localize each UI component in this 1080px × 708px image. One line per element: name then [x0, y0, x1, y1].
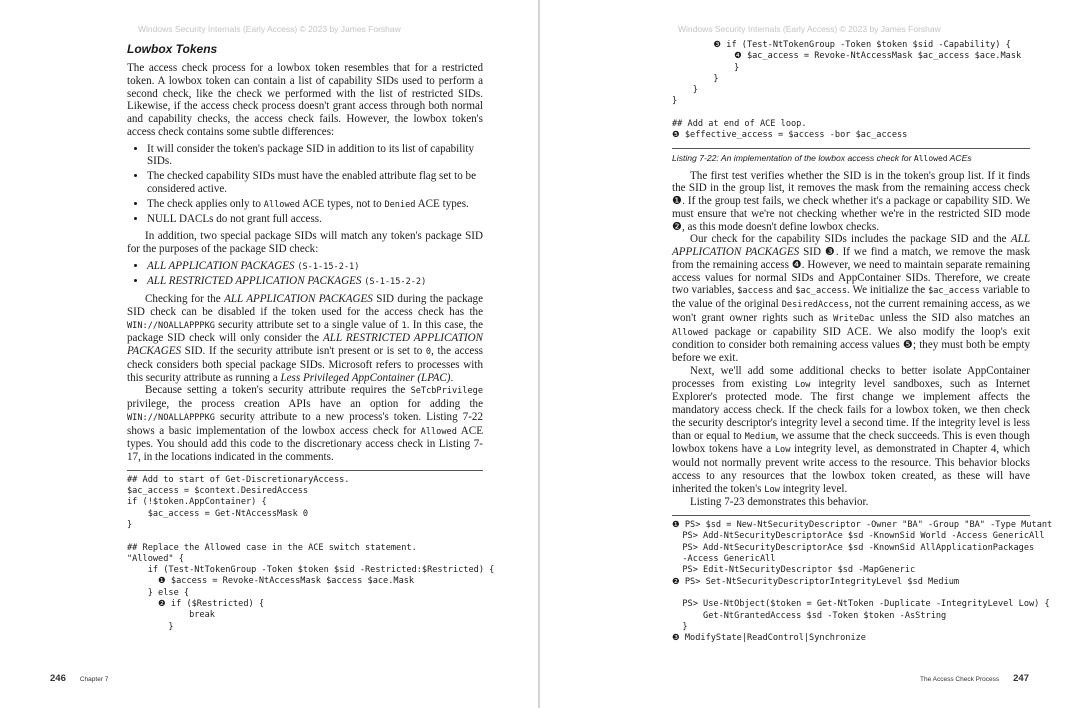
- text-run: Because setting a token's security attribute requires the: [145, 384, 411, 397]
- code-term: Low: [764, 484, 780, 495]
- list-item: [147, 275, 483, 289]
- code-term: Denied: [384, 199, 416, 210]
- code-listing: ❸ if (Test-NtTokenGroup -Token $token $sid -Capability) { ❹ $ac_access = Revoke-NtAccessMask $ac_access $ace.Mask } } } } ## Add at end of ACE loop. ❺ $effective_access = $access -bor $ac_access: [672, 40, 1022, 141]
- code-term: Low: [774, 445, 791, 456]
- left-page: [0, 0, 538, 708]
- paragraph: [127, 384, 483, 464]
- text-run: The check applies only to: [147, 197, 264, 210]
- code-term: Allowed: [672, 327, 709, 338]
- list-item: • NULL DACLs do not grant full access.: [147, 213, 483, 226]
- package-sid-list: [127, 260, 483, 290]
- text-run: integrity level sandboxes, such as Internet Explorer's protected mode. The first change we implement affects the mandatory access check. If the check fails for a lowbox token, we then check the security descriptor's integrity level a second time. If the integrity level is less than or equal to: [672, 377, 1030, 442]
- paragraph: The access check process for a lowbox token resembles that for a restricted token. A lowbox token can contain a list of capability SIDs used to perform a second check, like the check we performed with the list of restricted SIDs. Likewise, if the access check process doesn't grant access through both normal and capability checks, the access check fails. However, the lowbox token's access check contains some subtle differences:: [127, 62, 483, 138]
- code-divider: [672, 515, 1030, 516]
- text-run: , we assume that the check succeeds. This is even though lowbox tokens have a: [672, 429, 1030, 456]
- chapter-label: Chapter 7: [79, 676, 109, 683]
- code-term: 0: [425, 347, 432, 357]
- code-term: Medium: [744, 431, 776, 442]
- text-run: SID during the package SID check can be disabled if the token used for the access check has the: [127, 293, 484, 318]
- package-sid: (S-1-15-2-2): [364, 277, 427, 288]
- right-page: [540, 0, 1080, 708]
- text-run: Next, we'll add some additional checks to better isolate AppContainer processes from existing: [672, 364, 1030, 390]
- left-page-content: [127, 40, 495, 633]
- paragraph: [672, 233, 1030, 365]
- code-term: WriteDac: [833, 313, 875, 324]
- code-term: DesiredAccess: [781, 300, 850, 311]
- text-run: ALL RESTRICTED APPLICATION PACKAGES: [127, 332, 484, 357]
- code-term: SeTcbPrivilege: [410, 386, 483, 397]
- code-term: Allowed: [913, 153, 948, 163]
- text-run: . In this case, the package SID check will only consider the: [127, 318, 483, 345]
- text-run: privilege, the process creation APIs have an option for adding the: [127, 398, 483, 410]
- paragraph: The first test verifies whether the SID is in the token's group list. If it finds the SID in the group list, it removes the mask from the remaining access check ❶. If the group test fails, we check whether it's a package or capability SID. We must ensure that we're not checking whether we're in the restricted SID mode ❷, as this mode doesn't define lowbox checks.: [672, 169, 1030, 233]
- text-run: unless the SID also matches an: [874, 311, 1030, 324]
- chapter-label: The Access Check Process: [920, 676, 1000, 683]
- text-run: , not the current remaining access, as we won't grant owner rights such as: [672, 298, 1030, 324]
- text-run: Less Privileged AppContainer (LPAC): [280, 371, 451, 384]
- running-head: Windows Security Internals (Early Access) © 2023 by James Forshaw: [678, 24, 941, 34]
- bullet-list: [127, 143, 483, 227]
- code-term: $ac_access: [795, 286, 848, 297]
- right-page-content: [672, 40, 1053, 644]
- code-term: Allowed: [263, 199, 300, 210]
- section-title: Lowbox Tokens: [127, 42, 218, 56]
- text-run: ALL APPLICATION PACKAGES: [672, 233, 1030, 259]
- page-number: 246: [50, 673, 66, 684]
- page-number: 247: [1013, 673, 1029, 684]
- text-run: ALL APPLICATION PACKAGES: [224, 293, 373, 305]
- running-head: Windows Security Internals (Early Access) © 2023 by James Forshaw: [138, 24, 401, 34]
- text-run: .: [450, 371, 454, 384]
- package-name: ALL RESTRICTED APPLICATION PACKAGES: [147, 275, 362, 288]
- code-term: $access: [737, 286, 774, 297]
- package-name: ALL APPLICATION PACKAGES: [147, 259, 295, 272]
- text-run: security attribute to a new process's token. Listing 7-22 shows a basic implementation of the lowbox access check for: [127, 410, 483, 437]
- paragraph: [672, 365, 1030, 497]
- text-run: Listing 7-22: An implementation of the lowbox access check for: [672, 152, 914, 163]
- code-listing: ## Add to start of Get-DiscretionaryAccess. $ac_access = $context.DesiredAccess if (!$token.AppContainer) { $ac_access = Get-NtAccessMask 0 } ## Replace the Allowed case in the ACE switch statement. "Allowed" { if (Test-NtTokenGroup -Token $token $sid -Restricted:$Restricted) { ❶ $access = Revoke-NtAccessMask $access $ace.Mask } else { ❷ if ($Restricted) { break }: [127, 474, 495, 632]
- listing-caption: [672, 153, 1030, 163]
- text-run: ACE types, not to: [299, 197, 385, 210]
- text-run: variable to the value of the original: [672, 284, 1030, 311]
- code-term: WIN://NOALLAPPPKG: [127, 320, 215, 331]
- text-run: ACE types. You should add this code to the discretionary access check in Listing 7-17, in the locations indicated in the comments.: [127, 424, 483, 463]
- code-term: 1: [401, 320, 407, 331]
- text-run: integrity level.: [779, 482, 848, 495]
- code-term: Low: [794, 379, 811, 390]
- code-listing: ❶ PS> $sd = New-NtSecurityDescriptor -Owner "BA" -Group "BA" -Type Mutant PS> Add-NtSecurityDescriptorAce $sd -KnownSid World -Access GenericAll PS> Add-NtSecurityDescriptorAce $sd -KnownSid AllApplicationPackages -Access GenericAll PS> Edit-NtSecurityDescriptor $sd -MapGeneric ❷ PS> Set-NtSecurityDescriptorIntegrityLevel $sd Medium PS> Use-NtObject($token = Get-NtToken -Duplicate -IntegrityLevel Low) { Get-NtGrantedAccess $sd -Token $token -AsString } ❸ ModifyState|ReadControl|Synchronize: [672, 520, 1053, 644]
- text-run: SID. If the security attribute isn't present or is set to: [181, 345, 426, 357]
- text-run: , the access check considers both special package SIDs. Microsoft refers to processes with this security attribute as running a: [127, 345, 483, 384]
- text-run: ACE types.: [415, 197, 469, 210]
- text-run: . We initialize the: [847, 284, 929, 297]
- code-term: $ac_access: [928, 286, 980, 297]
- code-divider: [672, 148, 1030, 149]
- text-run: and: [773, 284, 796, 297]
- text-run: Checking for the: [145, 293, 225, 305]
- text-run: package or capability SID ACE. We also modify the loop's exit condition to consider both remaining access values ❺; they must both be empty before we exit.: [672, 325, 1030, 365]
- text-run: integrity level, as demonstrated in Chapter 4, which would not normally prevent write access to the resource. This behavior blocks access to any resources that the lowbox token created, as these will have inherited the token's: [672, 443, 1030, 495]
- text-run: ACEs: [947, 152, 972, 163]
- paragraph: Listing 7-23 demonstrates this behavior.: [690, 496, 869, 509]
- code-divider: [127, 470, 483, 471]
- text-run: Our check for the capability SIDs includes the package SID and the: [690, 233, 1011, 246]
- text-run: security attribute set to a single value of: [214, 318, 402, 331]
- paragraph: In addition, two special package SIDs will match any token's package SID for the purposes of the package SID check:: [127, 230, 483, 255]
- package-sid: (S-1-15-2-1): [297, 261, 360, 272]
- list-item: • The checked capability SIDs must have the enabled attribute flag set to be considered active.: [147, 170, 483, 196]
- page-folio: [50, 673, 108, 684]
- text-run: SID ❸. If we find a match, we remove the mask from the remaining access ❹. However, we need to maintain separate remaining access values for normal SIDs and AppContainer SIDs. Therefore, we create two variables,: [672, 246, 1030, 297]
- code-term: WIN://NOALLAPPPKG: [127, 412, 215, 423]
- list-item: [147, 260, 483, 274]
- list-item: • It will consider the token's package SID in addition to its list of capability SIDs.: [147, 143, 483, 169]
- page-folio: [920, 673, 1029, 684]
- paragraph: [127, 293, 483, 384]
- code-term: Allowed: [420, 426, 457, 437]
- list-item: [147, 198, 483, 212]
